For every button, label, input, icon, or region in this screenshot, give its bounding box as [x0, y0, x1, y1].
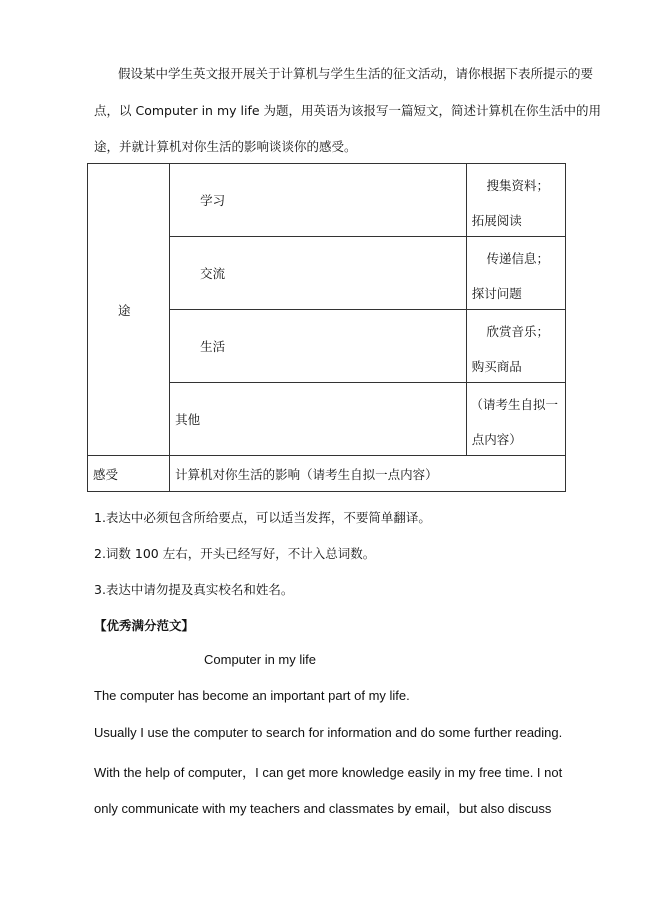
topic-cell: 学习	[170, 164, 467, 237]
hint-line-1: 搜集资料；	[486, 178, 549, 193]
hint-cell	[466, 383, 565, 456]
hint-cell	[466, 237, 565, 310]
prompt-table	[87, 163, 566, 492]
hint-line-1: 传递信息；	[486, 251, 549, 266]
hint-line-2: 购买商品	[471, 359, 522, 374]
note-2: 2.词数 100 左右，开头已经写好，不计入总词数。	[94, 546, 376, 561]
hint-line-1: 欣赏音乐；	[486, 324, 549, 339]
topic-cell: 生活	[170, 310, 467, 383]
table-row	[88, 456, 566, 492]
intro-line-3: 途，并就计算机对你生活的影响谈谈你的感受。	[94, 139, 357, 154]
hint-cell	[466, 164, 565, 237]
feeling-text-cell: 计算机对你生活的影响（请考生自拟一点内容）	[170, 456, 566, 492]
hint-line-2: 拓展阅读	[471, 213, 522, 228]
essay-line: Usually I use the computer to search for information and do some further reading.	[94, 725, 563, 740]
hint-line-2: 点内容）	[471, 432, 522, 447]
topic-cell: 交流	[170, 237, 467, 310]
note-1: 1.表达中必须包含所给要点，可以适当发挥，不要简单翻译。	[94, 510, 431, 525]
essay-title: Computer in my life	[204, 652, 316, 667]
essay-line: The computer has become an important part of my life.	[94, 688, 410, 703]
topic-cell: 其他	[170, 383, 467, 456]
intro-line-2: 点，以 Computer in my life 为题，用英语为该报写一篇短文，简述计算机在你生活中的用	[94, 103, 602, 118]
hint-line-1: （请考生自拟一	[470, 397, 558, 412]
hint-line-2: 探讨问题	[471, 286, 522, 301]
note-3: 3.表达中请勿提及真实校名和姓名。	[94, 582, 294, 597]
essay-line: With the help of computer，I can get more knowledge easily in my free time. I not	[94, 765, 563, 780]
intro-line-1: 假设某中学生英文报开展关于计算机与学生生活的征文活动，请你根据下表所提示的要	[118, 66, 594, 81]
feeling-label-cell: 感受	[88, 456, 170, 492]
essay-line: only communicate with my teachers and classmates by email，but also discuss	[94, 801, 552, 816]
hint-cell	[466, 310, 565, 383]
sample-heading: 【优秀满分范文】	[94, 618, 195, 633]
table-row	[88, 164, 566, 237]
use-header-cell: 途	[88, 164, 170, 456]
